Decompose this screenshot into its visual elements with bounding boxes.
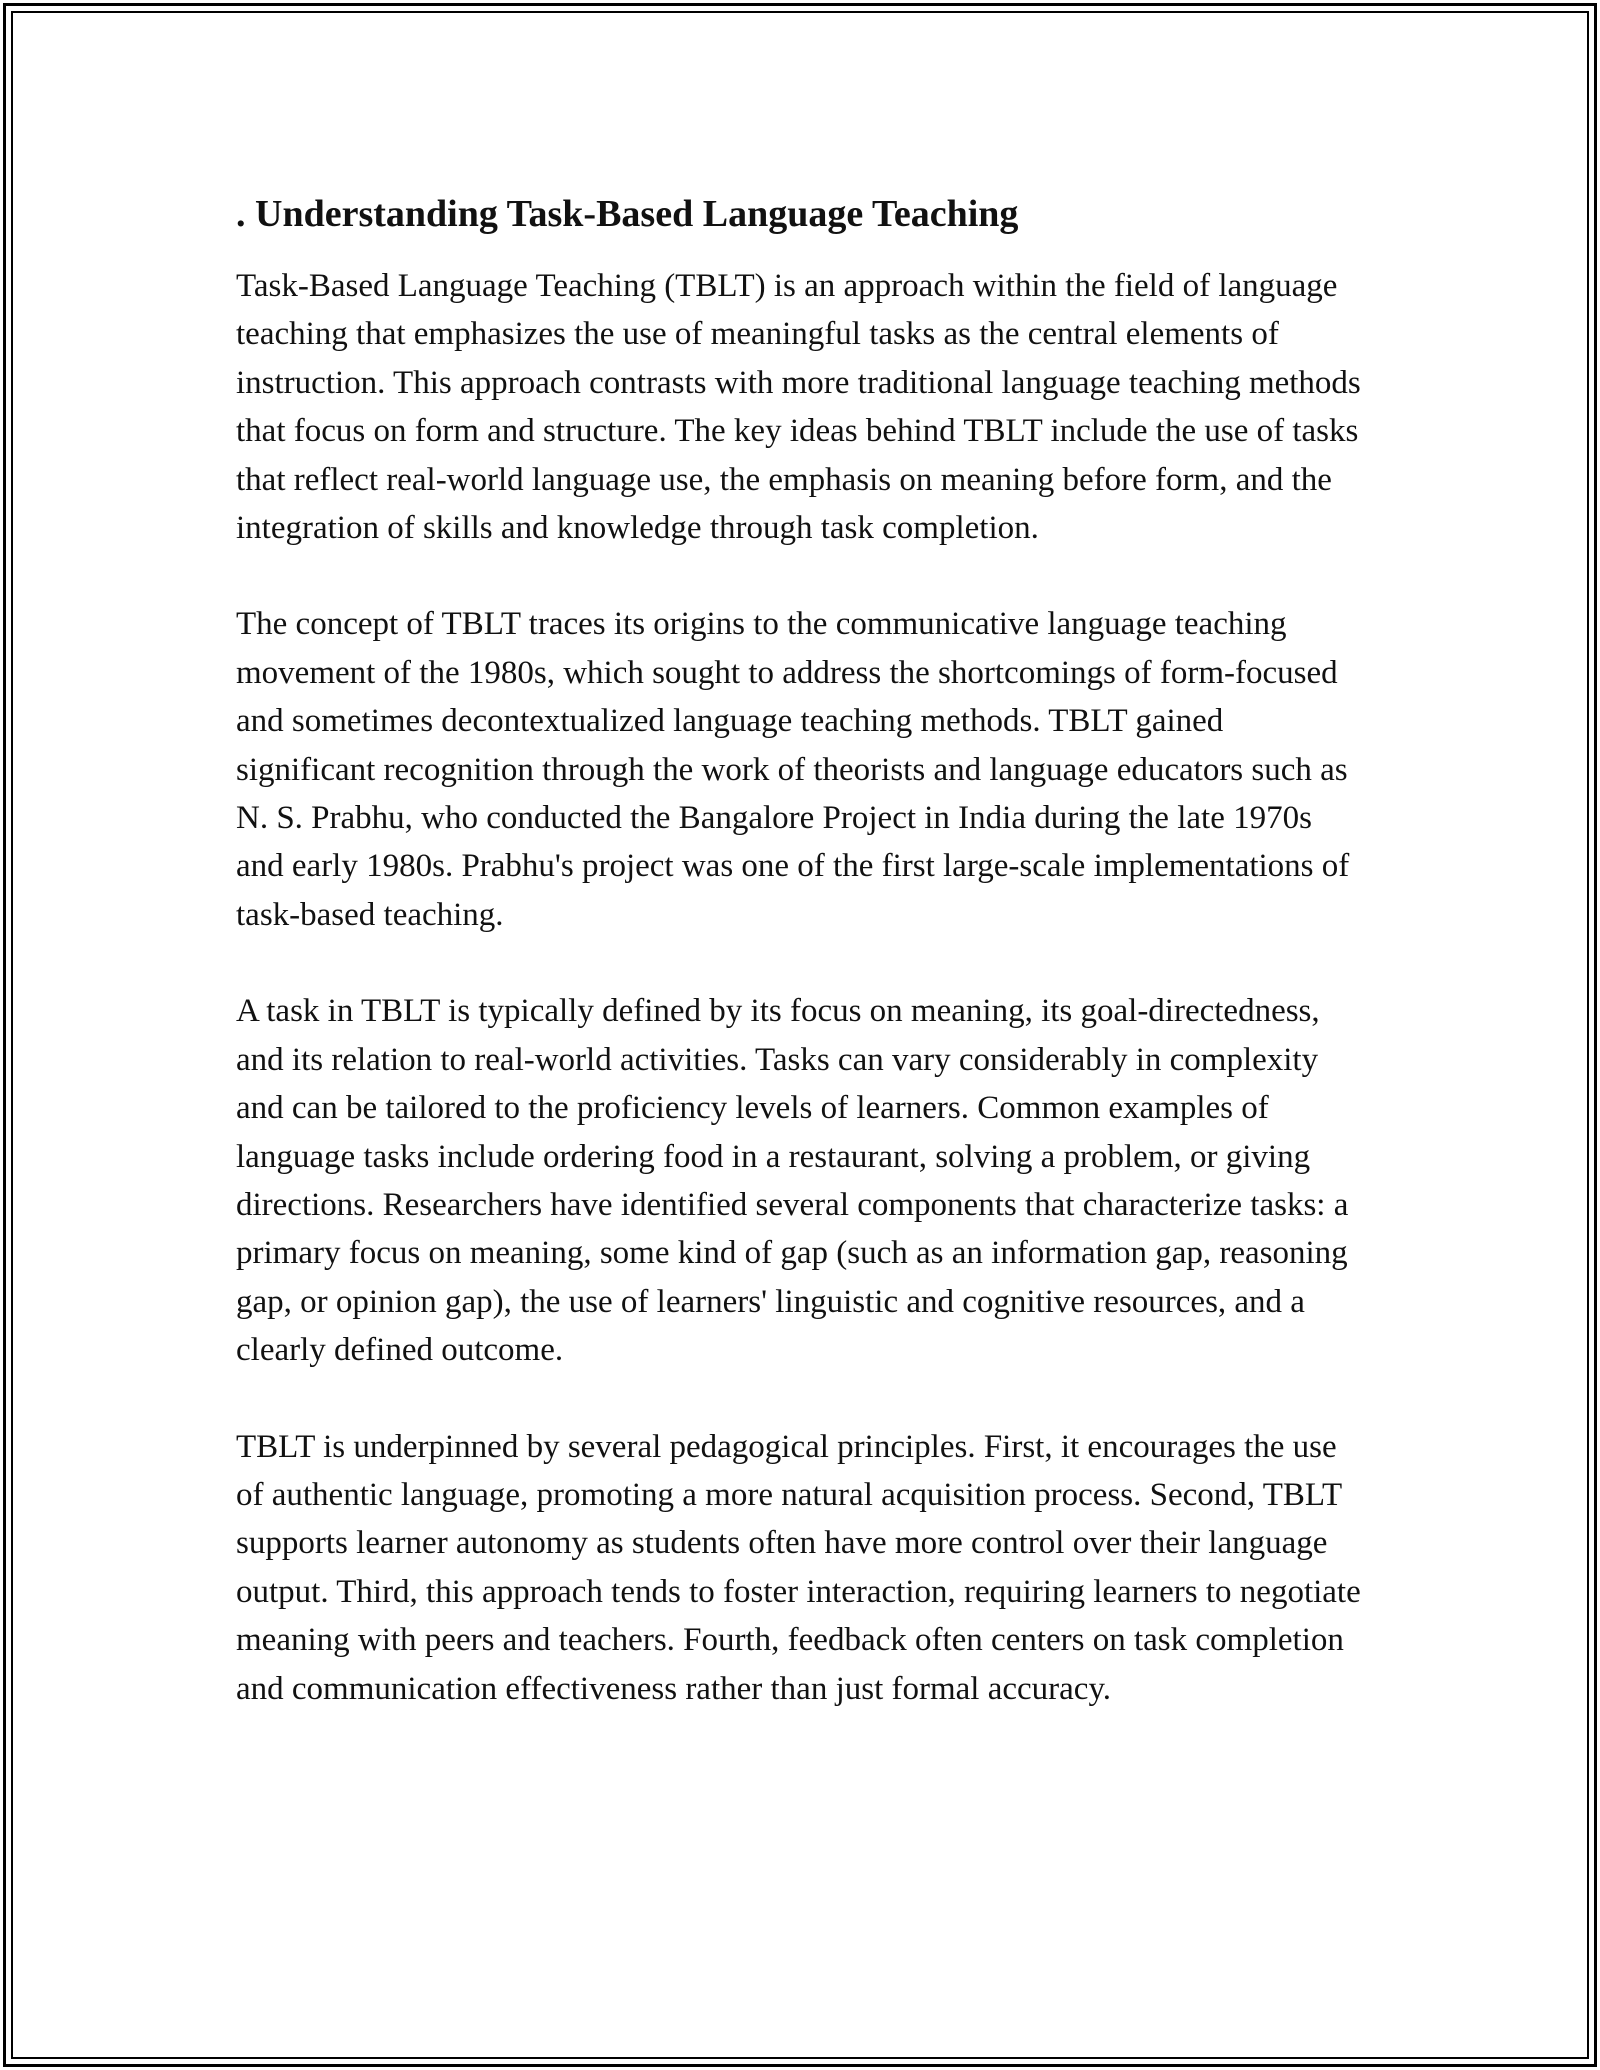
paragraph-1: Task-Based Language Teaching (TBLT) is an approach within the field of language teaching that emphasizes the use of meaningful tasks as the central elements of instruction. This approach contrasts with more traditional language teaching methods that focus on form and structure. The key ideas behind TBLT include the use of tasks that reflect real-world language use, the emphasis on meaning before form, and the integration of skills and knowledge through task completion. bbox=[236, 268, 1361, 547]
section-heading: . Understanding Task-Based Language Teaching bbox=[236, 193, 1019, 235]
paragraph-2: The concept of TBLT traces its origins to the communicative language teaching movement of the 1980s, which sought to address the shortcomings of form-focused and sometimes decontextualized language teaching methods. TBLT gained significant recognition through the work of theorists and language educators such as N. S. Prabhu, who conducted the Bangalore Project in India during the late 1970s and early 1980s. Prabhu's project was one of the first large-scale implementations of task-based teaching. bbox=[236, 606, 1350, 933]
paragraph-4: TBLT is underpinned by several pedagogical principles. First, it encourages the use of authentic language, promoting a more natural acquisition process. Second, TBLT supports learner autonomy as students often have more control over their language output. Third, this approach tends to foster interaction, requiring learners to negotiate meaning with peers and teachers. Fourth, feedback often centers on task completion and communication effectiveness rather than just formal accuracy. bbox=[236, 1428, 1361, 1707]
paragraph-3: A task in TBLT is typically defined by its focus on meaning, its goal-directedness, and its relation to real-world activities. Tasks can vary considerably in complexity and can be tailored to the proficiency levels of learners. Common examples of language tasks include ordering food in a restaurant, solving a problem, or giving directions. Researchers have identified several components that characterize tasks: a primary focus on meaning, some kind of gap (such as an information gap, reasoning gap, or opinion gap), the use of learners' linguistic and cognitive resources, and a clearly defined outcome. bbox=[236, 993, 1349, 1369]
document-body bbox=[236, 188, 1366, 1761]
